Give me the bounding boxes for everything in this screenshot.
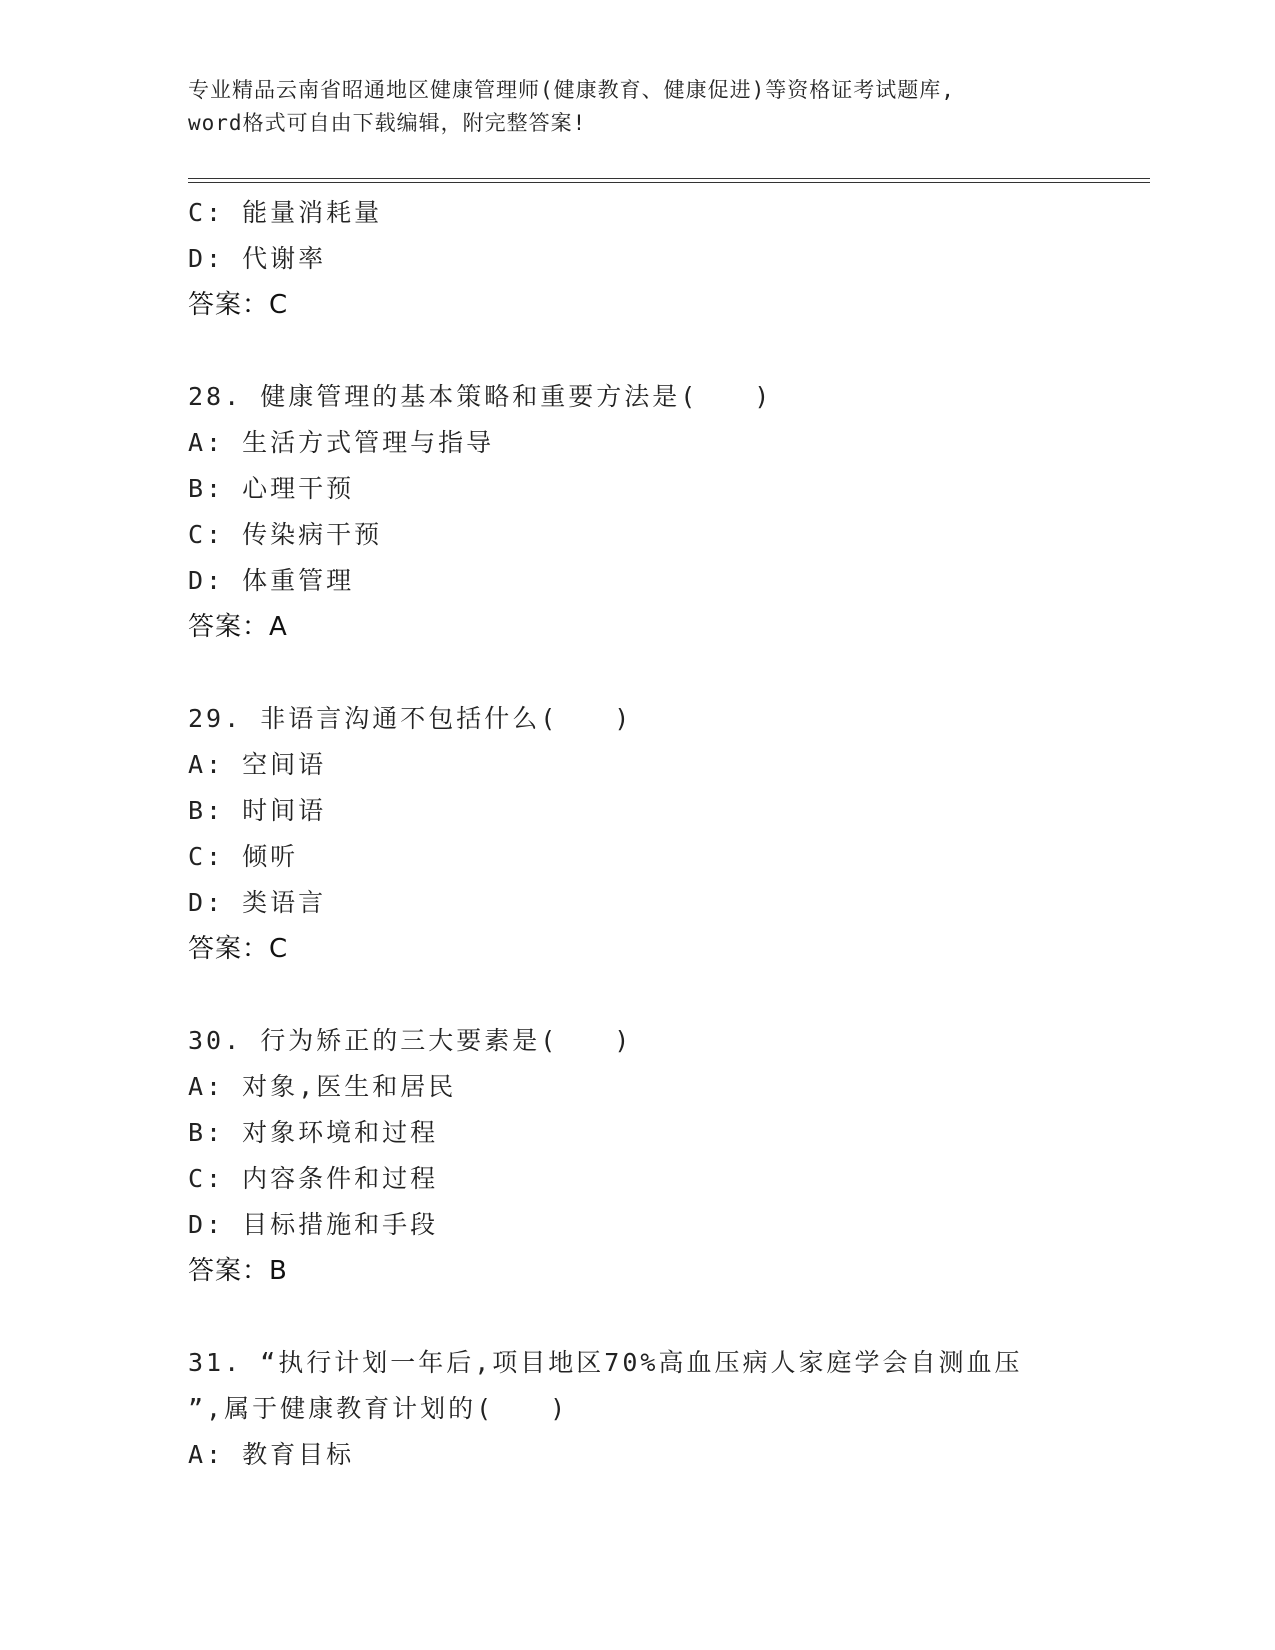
question-stem: 29. 非语言沟通不包括什么( ) xyxy=(188,704,633,733)
option-a: A: 空间语 xyxy=(188,750,327,779)
header-line-1: 专业精品云南省昭通地区健康管理师(健康教育、健康促进)等资格证考试题库, xyxy=(188,78,955,102)
answer-label: 答案：B xyxy=(188,1256,288,1286)
header-divider-top xyxy=(188,178,1150,179)
document-header xyxy=(188,74,1088,140)
option-a: A: 对象,医生和居民 xyxy=(188,1072,457,1101)
option-c: C: 能量消耗量 xyxy=(188,198,383,227)
question-27-tail xyxy=(188,190,1088,328)
question-stem: 28. 健康管理的基本策略和重要方法是( ) xyxy=(188,382,773,411)
header-line-2: word格式可自由下载编辑，附完整答案! xyxy=(188,111,587,135)
option-b: B: 心理干预 xyxy=(188,474,355,503)
option-d: D: 目标措施和手段 xyxy=(188,1210,439,1239)
option-b: B: 时间语 xyxy=(188,796,327,825)
answer-label: 答案：A xyxy=(188,612,288,642)
question-31 xyxy=(188,1340,1088,1478)
option-c: C: 内容条件和过程 xyxy=(188,1164,439,1193)
question-stem: 30. 行为矫正的三大要素是( ) xyxy=(188,1026,633,1055)
question-29 xyxy=(188,696,1088,972)
option-d: D: 代谢率 xyxy=(188,244,327,273)
header-divider-bottom xyxy=(188,182,1150,183)
option-a: A: 生活方式管理与指导 xyxy=(188,428,495,457)
option-a: A: 教育目标 xyxy=(188,1440,355,1469)
option-c: C: 倾听 xyxy=(188,842,299,871)
answer-label: 答案：C xyxy=(188,290,289,320)
question-30 xyxy=(188,1018,1088,1294)
answer-label: 答案：C xyxy=(188,934,289,964)
question-list xyxy=(188,190,1088,1478)
option-b: B: 对象环境和过程 xyxy=(188,1118,439,1147)
option-d: D: 类语言 xyxy=(188,888,327,917)
option-c: C: 传染病干预 xyxy=(188,520,383,549)
option-d: D: 体重管理 xyxy=(188,566,355,595)
question-stem-line-1: 31. “执行计划一年后,项目地区70%高血压病人家庭学会自测血压 xyxy=(188,1348,1023,1377)
question-stem-line-2: ”,属于健康教育计划的( ) xyxy=(188,1394,569,1423)
question-28 xyxy=(188,374,1088,650)
